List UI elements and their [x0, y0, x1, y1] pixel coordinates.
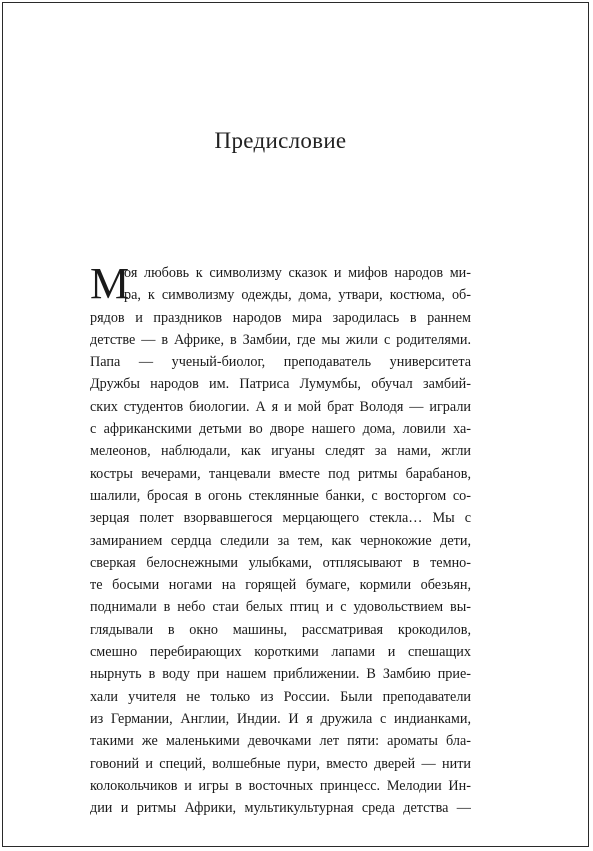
text-line: зерцая полет взорвавшегося мерцающего стекла… Мы с: [90, 510, 471, 527]
text-line: рядов и праздников народов мира зародилась в раннем: [90, 309, 471, 326]
text-line: ра, к символизму одежды, дома, утвари, костюма, об-: [124, 287, 471, 304]
text-line: оя любовь к символизму сказок и мифов народов ми-: [124, 265, 471, 281]
text-line: смешно перебирающих короткими лапами и спешащих: [90, 644, 471, 661]
text-line: ских студентов биологии. А я и мой брат Володя — играли: [90, 398, 471, 415]
text-line: с африканскими детьми во дворе нашего дома, ловили ха-: [90, 421, 471, 438]
text-line: Дружбы народов им. Патриса Лумумбы, обучал замбий-: [90, 376, 471, 393]
chapter-title: Предисловие: [214, 128, 347, 153]
text-line: замиранием сердца следили за тем, как чернокожие дети,: [90, 532, 471, 549]
drop-cap-letter: М: [90, 259, 130, 308]
text-line: из Германии, Англии, Индии. И я дружила с индианками,: [90, 710, 471, 727]
body-paragraph: [90, 259, 471, 819]
text-line: такими же маленькими девочками лет пяти: ароматы бла-: [90, 733, 471, 750]
text-line: говоний и специй, волшебные пури, вместо дверей — нити: [90, 755, 471, 772]
text-line: нырнуть в воду при нашем приближении. В Замбию прие-: [90, 666, 471, 683]
text-line: те босыми ногами на горящей бумаге, кормили обезьян,: [90, 577, 471, 594]
text-line: мелеонов, наблюдали, как игуаны следят за нами, жгли: [90, 443, 471, 460]
text-line: шалили, бросая в огонь стеклянные банки, с восторгом со-: [90, 487, 471, 504]
text-line: поднимали в небо стаи белых птиц и с удовольствием вы-: [90, 599, 471, 616]
text-line: детстве — в Африке, в Замбии, где мы жили с родителями.: [90, 331, 471, 348]
text-line: хали учителя не только из России. Были преподаватели: [90, 688, 471, 705]
text-line: дии и ритмы Африки, мультикультурная среда детства —: [90, 800, 471, 817]
text-line: Папа — ученый-биолог, преподаватель университета: [90, 354, 471, 371]
text-line: костры вечерами, танцевали вместе под ритмы барабанов,: [90, 465, 471, 482]
text-line: глядывали в окно машины, рассматривая крокодилов,: [90, 621, 471, 638]
text-line: сверкая белоснежными улыбками, отплясывают в темно-: [90, 554, 471, 571]
text-line: колокольчиков и игры в восточных принцесс. Мелодии Ин-: [90, 777, 471, 794]
